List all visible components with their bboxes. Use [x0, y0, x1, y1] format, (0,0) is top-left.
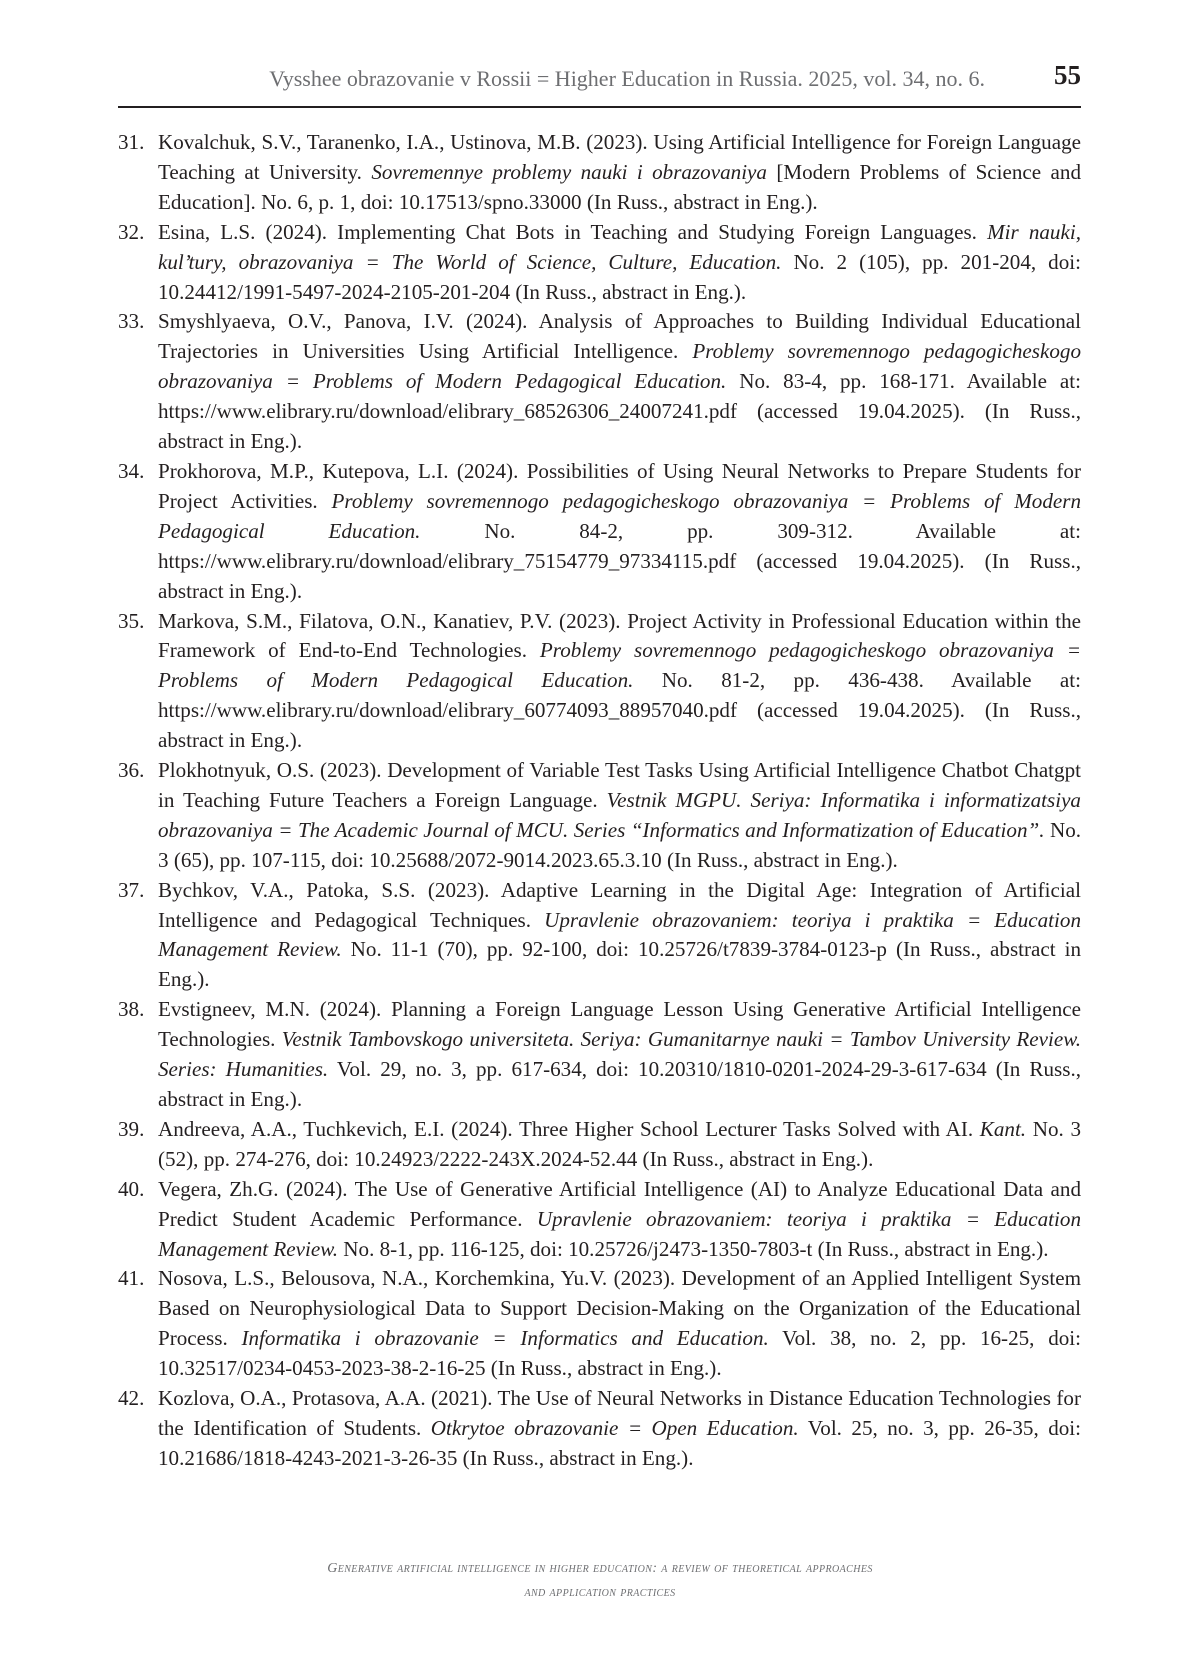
reference-text: Esina, L.S. (2024). Implementing Chat Bots in Teaching and Studying Foreign Languages.	[158, 219, 988, 244]
reference-number: 39.	[118, 1116, 145, 1141]
reference-40	[118, 1175, 1081, 1265]
reference-text: Markova, S.M., Filatova, O.N., Kanatiev, P.V. (2023). Project Activity in Professional Education within the Framework of End-to-End Technologies.	[158, 608, 1081, 663]
reference-source: Problemy sovremennogo pedagogicheskogo obrazovaniya = Problems of Modern Pedagogical Education.	[158, 638, 1082, 693]
page-number: 55	[1054, 60, 1081, 90]
reference-number: 42.	[118, 1386, 145, 1411]
reference-details: Vol. 25, no. 3, pp. 26-35, doi: 10.21686/1818-4243-2021-3-26-35 (In Russ., abstract in Eng.).	[158, 1415, 1082, 1470]
reference-details: No. 83-4, pp. 168-171. Available at: https://www.elibrary.ru/download/elibrary_68526306_24007241.pdf (accessed 19.04.2025). (In Russ., abstract in Eng.).	[158, 369, 1081, 454]
reference-number: 33.	[118, 309, 145, 334]
reference-source: Problemy sovremennogo pedagogicheskogo obrazovaniya = Problems of Modern Pedagogical Education.	[158, 488, 1082, 543]
reference-details: No. 81-2, pp. 436-438. Available at: https://www.elibrary.ru/download/elibrary_60774093_88957040.pdf (accessed 19.04.2025). (In Russ., abstract in Eng.).	[158, 668, 1081, 753]
reference-text: Plokhotnyuk, O.S. (2023). Development of Variable Test Tasks Using Artificial Intelligence Chatbot Chatgpt in Teaching Future Teachers a Foreign Language.	[158, 758, 1081, 812]
reference-source: Informatika i obrazovanie = Informatics and Education.	[241, 1326, 769, 1351]
reference-35	[118, 607, 1081, 757]
reference-number: 40.	[118, 1176, 145, 1201]
reference-details: Vol. 38, no. 2, pp. 16-25, doi: 10.32517/0234-0453-2023-38-2-16-25 (In Russ., abstract in Eng.).	[158, 1326, 1082, 1381]
reference-details: No. 3 (52), pp. 274-276, doi: 10.24923/2222-243X.2024-52.44 (In Russ., abstract in Eng.).	[158, 1116, 1081, 1171]
reference-source: Vestnik Tambovskogo universiteta. Seriya: Gumanitarnye nauki = Tambov University Review. Series: Humanities.	[158, 1027, 1082, 1082]
reference-42	[118, 1384, 1081, 1474]
reference-details: No. 2 (105), pp. 201-204, doi: 10.24412/1991-5497-2024-2105-201-204 (In Russ., abstract in Eng.).	[158, 249, 1081, 304]
reference-source: Sovremennye problemy nauki i obrazovaniya	[371, 159, 767, 184]
reference-text: Evstigneev, M.N. (2024). Planning a Foreign Language Lesson Using Generative Artificial Intelligence Technologies.	[158, 997, 1081, 1052]
reference-details: No. 84-2, pp. 309-312. Available at: https://www.elibrary.ru/download/elibrary_75154779_97334115.pdf (accessed 19.04.2025). (In Russ., abstract in Eng.).	[158, 518, 1081, 603]
reference-number: 41.	[118, 1266, 145, 1291]
reference-41	[118, 1264, 1081, 1384]
reference-details: No. 8-1, pp. 116-125, doi: 10.25726/j2473-1350-7803-t (In Russ., abstract in Eng.).	[338, 1236, 1049, 1261]
reference-text: Kovalchuk, S.V., Taranenko, I.A., Ustinova, M.B. (2023). Using Artificial Intelligence for Foreign Language Teaching at University.	[158, 130, 1081, 184]
reference-text: Vegera, Zh.G. (2024). The Use of Generative Artificial Intelligence (AI) to Analyze Educational Data and Predict Student Academic Performance.	[158, 1176, 1081, 1231]
reference-details: No. 11-1 (70), pp. 92-100, doi: 10.25726/t7839-3784-0123-p (In Russ., abstract in Eng.).	[158, 937, 1081, 992]
reference-details: No. 3 (65), pp. 107-115, doi: 10.25688/2072-9014.2023.65.3.10 (In Russ., abstract in Eng.).	[158, 817, 1082, 872]
reference-number: 35.	[118, 608, 145, 633]
page-footer	[0, 1557, 1200, 1605]
reference-details: [Modern Problems of Science and Education]. No. 6, p. 1, doi: 10.17513/spno.33000 (In Russ., abstract in Eng.).	[158, 159, 1081, 214]
reference-text: Bychkov, V.A., Patoka, S.S. (2023). Adaptive Learning in the Digital Age: Integration of Artificial Intelligence and Pedagogical Techniques.	[158, 877, 1081, 932]
page-header	[118, 56, 1081, 108]
reference-list	[118, 128, 1081, 1474]
reference-number: 31.	[118, 130, 145, 154]
reference-34	[118, 457, 1081, 607]
reference-37	[118, 876, 1081, 996]
reference-number: 32.	[118, 219, 145, 244]
reference-source: Kant.	[979, 1116, 1027, 1141]
reference-text: Prokhorova, M.P., Kutepova, L.I. (2024). Possibilities of Using Neural Networks to Prepare Students for Project Activities.	[158, 458, 1081, 513]
reference-31	[118, 128, 1081, 218]
reference-source: Upravlenie obrazovaniem: teoriya i praktika = Education Management Review.	[158, 907, 1081, 962]
reference-text: Kozlova, O.A., Protasova, A.A. (2021). The Use of Neural Networks in Distance Education Technologies for the Identification of Students.	[158, 1386, 1081, 1440]
reference-33	[118, 307, 1081, 457]
reference-number: 38.	[118, 997, 145, 1022]
reference-text: Smyshlyaeva, O.V., Panova, I.V. (2024). Analysis of Approaches to Building Individual Educational Trajectories in Universities Using Artificial Intelligence.	[158, 309, 1081, 364]
reference-source: Upravlenie obrazovaniem: teoriya i praktika = Education Management Review.	[158, 1206, 1081, 1261]
reference-source: Vestnik MGPU. Seriya: Informatika i informatizatsiya obrazovaniya = The Academic Journal of MCU. Series “Informatics and Informatization of Education”.	[158, 787, 1081, 842]
reference-details: Vol. 29, no. 3, pp. 617-634, doi: 10.20310/1810-0201-2024-29-3-617-634 (In Russ., abstract in Eng.).	[158, 1057, 1081, 1111]
reference-number: 37.	[118, 877, 145, 902]
reference-source: Otkrytoe obrazovanie = Open Education.	[430, 1415, 799, 1440]
reference-38	[118, 995, 1081, 1115]
reference-39	[118, 1115, 1081, 1175]
reference-32	[118, 218, 1081, 308]
reference-36	[118, 756, 1081, 876]
footer-title-line-2: and application practices	[524, 1585, 676, 1600]
reference-number: 36.	[118, 758, 145, 783]
reference-source: Problemy sovremennogo pedagogicheskogo obrazovaniya = Problems of Modern Pedagogical Education.	[158, 339, 1081, 394]
reference-text: Nosova, L.S., Belousova, N.A., Korchemkina, Yu.V. (2023). Development of an Applied Intelligent System Based on Neurophysiological Data to Support Decision-Making on the Organization of the Educational Process.	[158, 1266, 1081, 1351]
reference-text: Andreeva, A.A., Tuchkevich, E.I. (2024). Three Higher School Lecturer Tasks Solved with AI.	[158, 1116, 980, 1141]
footer-title-line-1: Generative artificial intelligence in higher education: a review of theoretical approaches	[327, 1561, 873, 1576]
reference-source: Mir nauki, kul’tury, obrazovaniya = The World of Science, Culture, Education.	[158, 219, 1081, 274]
running-title: Vysshee obrazovanie v Rossii = Higher Education in Russia. 2025, vol. 34, no. 6.	[269, 66, 985, 91]
reference-number: 34.	[118, 458, 145, 483]
